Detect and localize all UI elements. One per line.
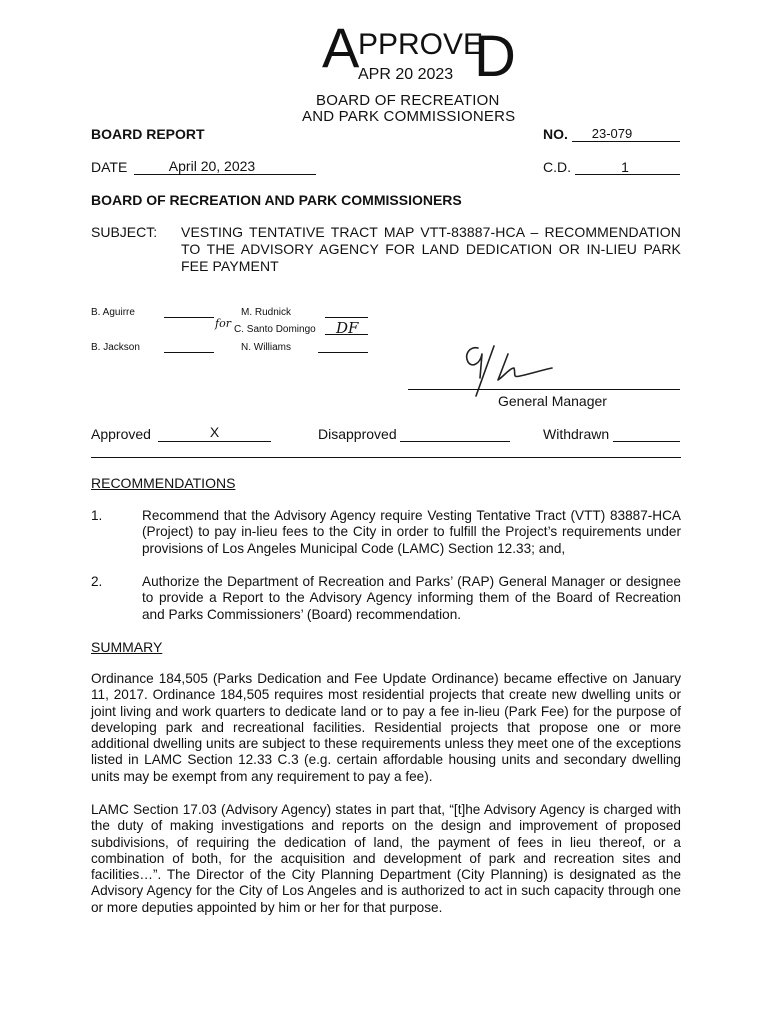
report-number-value: 23-079	[591, 126, 633, 141]
subject-label: SUBJECT:	[91, 224, 158, 240]
jackson-signature-line	[164, 352, 214, 353]
section-divider	[91, 457, 681, 458]
commissioner-santo-domingo: C. Santo Domingo	[234, 324, 316, 335]
approved-underline	[158, 441, 271, 442]
report-number-label: NO.	[543, 126, 568, 142]
summary-paragraph: LAMC Section 17.03 (Advisory Agency) states in part that, “[t]he Advisory Agency is charged with the duty of making investigations and reports on the design and improvement of proposed subdivisions, of requiring the dedication of land, the payment of fees in lieu thereof, or a combination of both, for the acquisition and development of park and recreation sites and facilities…”. The Director of the City Planning Department (City Planning) is designated as the Advisory Agency for the City of Los Angeles and is authorized to act in such capacity through one or more deputies appointed by him or her for that purpose.	[91, 802, 681, 915]
board-title: BOARD OF RECREATION AND PARK COMMISSIONERS	[91, 192, 462, 208]
report-number-underline	[572, 141, 680, 142]
withdrawn-label: Withdrawn	[543, 426, 610, 442]
recommendations-heading: RECOMMENDATIONS	[91, 475, 236, 491]
withdrawn-underline	[613, 441, 680, 442]
summary-paragraph: Ordinance 184,505 (Parks Dedication and Fee Update Ordinance) became effective on January 11, 2017. Ordinance 184,505 requires most residential projects that create new dwelling units or joint living and work quarters to dedicate land or to pay a fee in-lieu (Park Fee) for the purpose of developing park and recreational facilities. Residential projects that propose one or more additional dwelling units are subject to these requirements unless they meet one of the exceptions listed in LAMC Section 12.33 C.3 (e.g. certain affordable housing units and secondary dwelling units may be exempt from any requirement to pay a fee).	[91, 671, 681, 784]
general-manager-signature-line	[408, 389, 680, 390]
commissioner-aguirre: B. Aguirre	[91, 307, 135, 318]
rudnick-signature-line	[325, 317, 368, 318]
disapproved-underline	[400, 441, 510, 442]
aguirre-signature-line	[164, 317, 214, 318]
stamp-letters-mid: PPROVE	[358, 28, 484, 61]
general-manager-label: General Manager	[498, 393, 607, 409]
subject-text: VESTING TENTATIVE TRACT MAP VTT-83887-HCA – RECOMMENDATION TO THE ADVISORY AGENCY FOR LAND DEDICATION OR IN-LIEU PARK FEE PAYMENT	[181, 224, 681, 274]
approved-mark: X	[209, 424, 220, 440]
stamp-board-line2: AND PARK COMMISSIONERS	[302, 108, 516, 125]
board-report-label: BOARD REPORT	[91, 126, 205, 142]
williams-signature-line	[318, 352, 368, 353]
date-underline	[134, 174, 316, 175]
commissioner-williams: N. Williams	[241, 342, 291, 353]
cd-label: C.D.	[543, 159, 571, 175]
date-value: April 20, 2023	[168, 158, 256, 174]
recommendation-text: Authorize the Department of Recreation and Parks’ (RAP) General Manager or designee to provide a Report to the Advisory Agency informing them of the Board of Recreation and Parks Commissioners’ (Board) recommendation.	[142, 574, 681, 622]
commissioner-jackson: B. Jackson	[91, 342, 140, 353]
recommendation-number: 1.	[91, 508, 103, 523]
stamp-date: APR 20 2023	[358, 66, 454, 83]
stamp-letter-a: A	[322, 16, 359, 79]
summary-heading: SUMMARY	[91, 639, 163, 655]
date-label: DATE	[91, 159, 128, 175]
approved-label: Approved	[91, 426, 151, 442]
recommendation-number: 2.	[91, 574, 103, 589]
disapproved-label: Disapproved	[318, 426, 397, 442]
santo-domingo-proxy-mark: for	[215, 317, 231, 330]
recommendation-text: Recommend that the Advisory Agency require Vesting Tentative Tract (VTT) 83887-HCA (Project) to pay in-lieu fees to the City in order to fulfill the Project’s requirements under provisions of Los Angeles Municipal Code (LAMC) Section 12.33; and,	[142, 508, 681, 556]
stamp-letter-d: D	[474, 24, 516, 89]
santo-domingo-initials: DF	[336, 319, 359, 337]
cd-value: 1	[621, 159, 629, 175]
commissioner-rudnick: M. Rudnick	[241, 307, 292, 318]
stamp-board-line1: BOARD OF RECREATION	[316, 92, 500, 109]
